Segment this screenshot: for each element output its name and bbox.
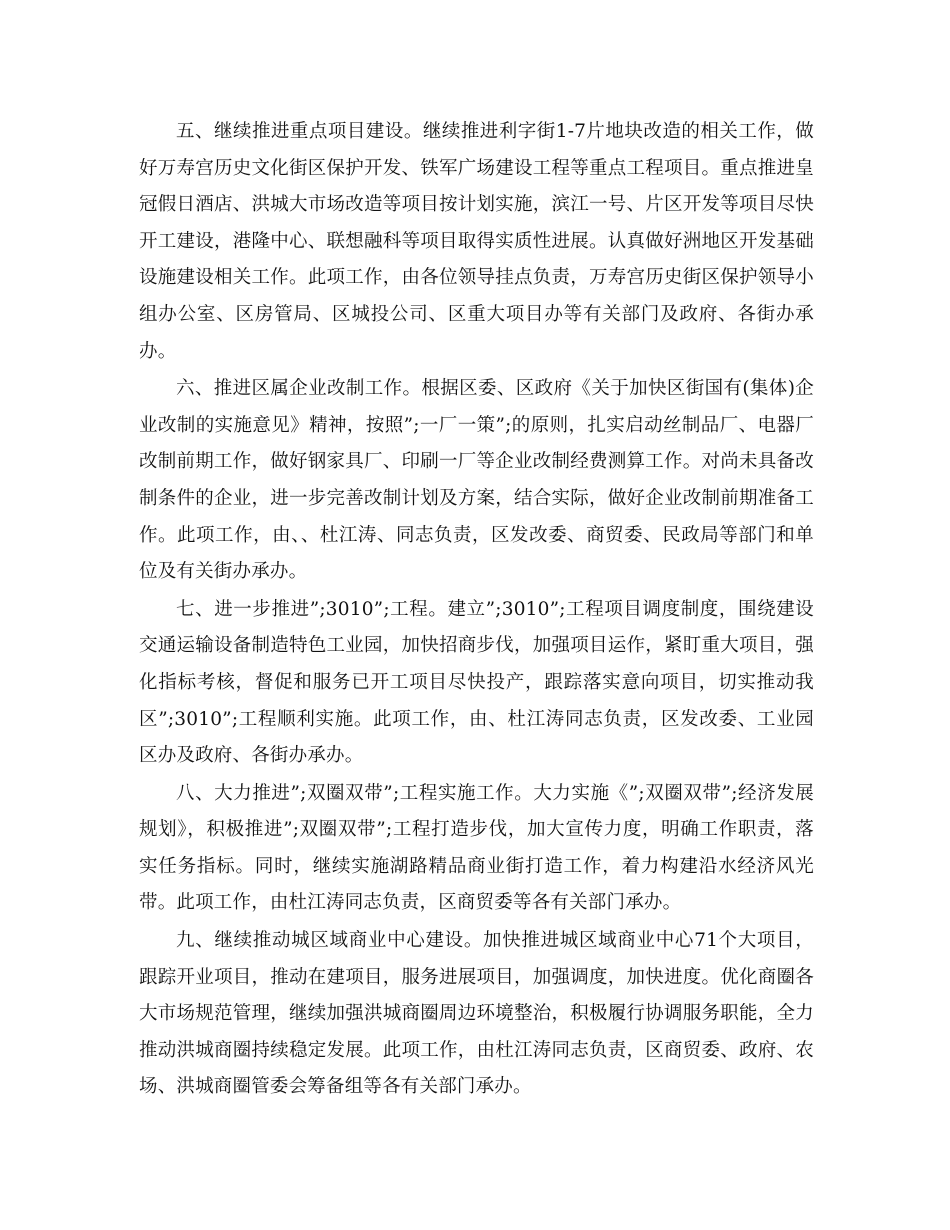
paragraph-9: 九、继续推动城区域商业中心建设。加快推进城区域商业中心71个大项目，跟踪开业项目，推动在建项目，服务进展项目，加强调度，加快进度。优化商圈各大市场规范管理，继续加强洪城商圈周边环境整治，积极履行协调服务职能，全力推动洪城商圈持续稳定发展。此项工作，由杜江涛同志负责，区商贸委、政府、农场、洪城商圈管委会筹备组等各有关部门承办。 (139, 930, 814, 1098)
paragraph-5: 五、继续推进重点项目建设。继续推进利字街1-7片地块改造的相关工作，做好万寿宫历史文化街区保护开发、铁军广场建设工程等重点工程项目。重点推进皇冠假日酒店、洪城大市场改造等项目按计划实施，滨江一号、片区开发等项目尽快开工建设，港隆中心、联想融科等项目取得实质性进展。认真做好洲地区开发基础设施建设相关工作。此项工作，由各位领导挂点负责，万寿宫历史街区保护领导小组办公室、区房管局、区城投公司、区重大项目办等有关部门及政府、各街办承办。 (139, 121, 814, 362)
document-body (139, 114, 814, 1107)
paragraph-6: 六、推进区属企业改制工作。根据区委、区政府《关于加快区街国有(集体)企业改制的实施意见》精神，按照”;一厂一策”;的原则，扎实启动丝制品厂、电器厂改制前期工作，做好钢家具厂、印刷一厂等企业改制经费测算工作。对尚未具备改制条件的企业，进一步完善改制计划及方案，结合实际，做好企业改制前期准备工作。此项工作，由、、杜江涛、同志负责，区发改委、商贸委、民政局等部门和单位及有关街办承办。 (139, 378, 814, 583)
paragraph-8: 八、大力推进”;双圈双带”;工程实施工作。大力实施《”;双圈双带”;经济发展规划》，积极推进”;双圈双带”;工程打造步伐，加大宣传力度，明确工作职责，落实任务指标。同时，继续实施湖路精品商业街打造工作，着力构建沿水经济风光带。此项工作，由杜江涛同志负责，区商贸委等各有关部门承办。 (139, 782, 814, 914)
paragraph-7: 七、进一步推进”;3010”;工程。建立”;3010”;工程项目调度制度，围绕建设交通运输设备制造特色工业园，加快招商步伐，加强项目运作，紧盯重大项目，强化指标考核，督促和服务已开工项目尽快投产，跟踪落实意向项目，切实推动我区”;3010”;工程顺利实施。此项工作，由、杜江涛同志负责，区发改委、工业园区办及政府、各街办承办。 (139, 598, 814, 767)
